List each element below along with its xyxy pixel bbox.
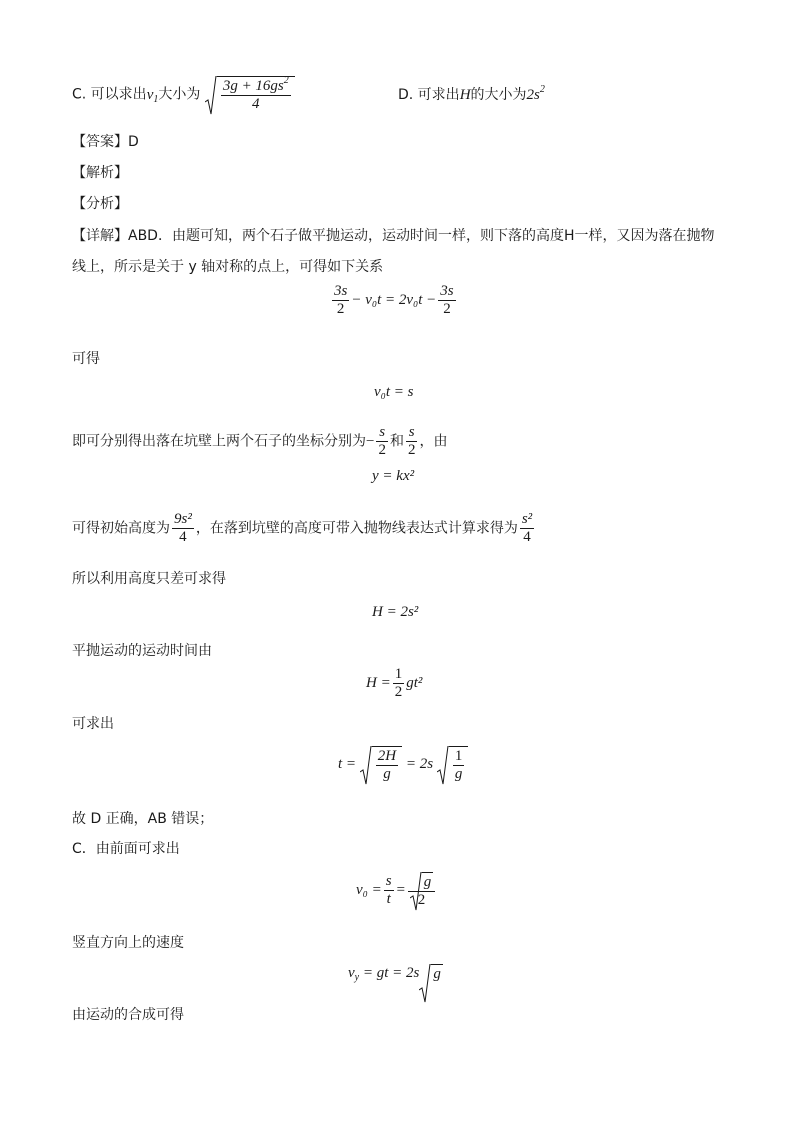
- detail-line-1: 【详解】ABD．由题可知，两个石子做平抛运动，运动时间一样，则下落的高度H一样，又因为落在抛物: [72, 228, 715, 244]
- equation-1: $\frac{3s}{2}$ − v₀t = 2v₀t − $\frac{3s}{2}$: [334, 283, 454, 317]
- equation-3: y = kx²: [372, 468, 415, 484]
- text-height-diff: 所以利用高度只差可求得: [72, 571, 226, 587]
- equation-5: H = $\frac{1}{2}$ gt²: [366, 666, 423, 700]
- sqrt-2h-over-g: $\frac{2H}{g}$: [360, 746, 402, 783]
- text-fall-time: 平抛运动的运动时间由: [72, 643, 212, 659]
- option-c-numerator: 3g + 16gs: [222, 78, 284, 94]
- text-vertical-velocity: 竖直方向上的速度: [72, 935, 184, 951]
- sqrt-1-over-g: $\frac{1}{g}$: [437, 746, 469, 783]
- radical-icon: [419, 964, 431, 1004]
- analysis-label: 【解析】: [72, 165, 128, 181]
- sqrt-g-2: g: [419, 964, 443, 983]
- option-c-denominator: 4: [252, 96, 260, 112]
- initial-height-line: 可得初始高度为 $\frac{\text{9s²}}{4}$ ，在落到坑壁的高度可带入抛物线表达式计算求得为 $\frac{\text{s²}}{4}$: [72, 511, 533, 545]
- equation-6: t = $\frac{2H}{g}$ = 2s $\frac{1}{g}$: [338, 746, 468, 783]
- text-d-correct: 故 D 正确，AB 错误；: [72, 811, 214, 827]
- option-c-var: $v_1$: [146, 86, 159, 105]
- text-kede: 可得: [72, 351, 100, 367]
- option-c-mid: 大小为: [158, 86, 201, 103]
- option-d-value: $2s^2$: [526, 84, 545, 103]
- text-composition: 由运动的合成可得: [72, 1007, 184, 1023]
- equation-7: v₀ = $\frac{s}{t}$ = $\frac{g}{2}$: [356, 872, 437, 909]
- text-qiuchu: 可求出: [72, 716, 114, 732]
- radical-icon: [205, 76, 217, 116]
- option-d: [398, 84, 545, 104]
- option-c: [72, 76, 295, 113]
- coordinates-line: 即可分别得出落在坑壁上两个石子的坐标分别为− $\frac{s}{2}$ 和 $\frac{s}{2}$ ，由: [72, 424, 448, 458]
- option-c-prefix: C. 可以求出: [72, 86, 147, 103]
- radical-icon: [360, 746, 372, 786]
- answer-line: 【答案】D: [72, 134, 139, 150]
- radical-icon: [437, 746, 449, 786]
- fenxi-label: 【分析】: [72, 196, 128, 212]
- option-d-prefix: D. 可求出: [398, 87, 460, 103]
- option-d-var: H: [459, 87, 471, 103]
- sqrt-g: g: [410, 872, 434, 891]
- radical-icon: [410, 872, 422, 912]
- text-c-section: C．由前面可求出: [72, 841, 180, 857]
- option-c-sqrt: $\frac{3g + 16gs^2}{4}$: [205, 76, 295, 113]
- detail-line-2: 线上，所示是关于 y 轴对称的点上，可得如下关系: [72, 259, 384, 275]
- equation-4: H = 2s²: [372, 604, 419, 620]
- equation-8: $v_y$ = gt = 2s g: [348, 964, 443, 983]
- option-d-mid: 的大小为: [470, 87, 527, 103]
- equation-2: v₀t = s: [374, 384, 414, 400]
